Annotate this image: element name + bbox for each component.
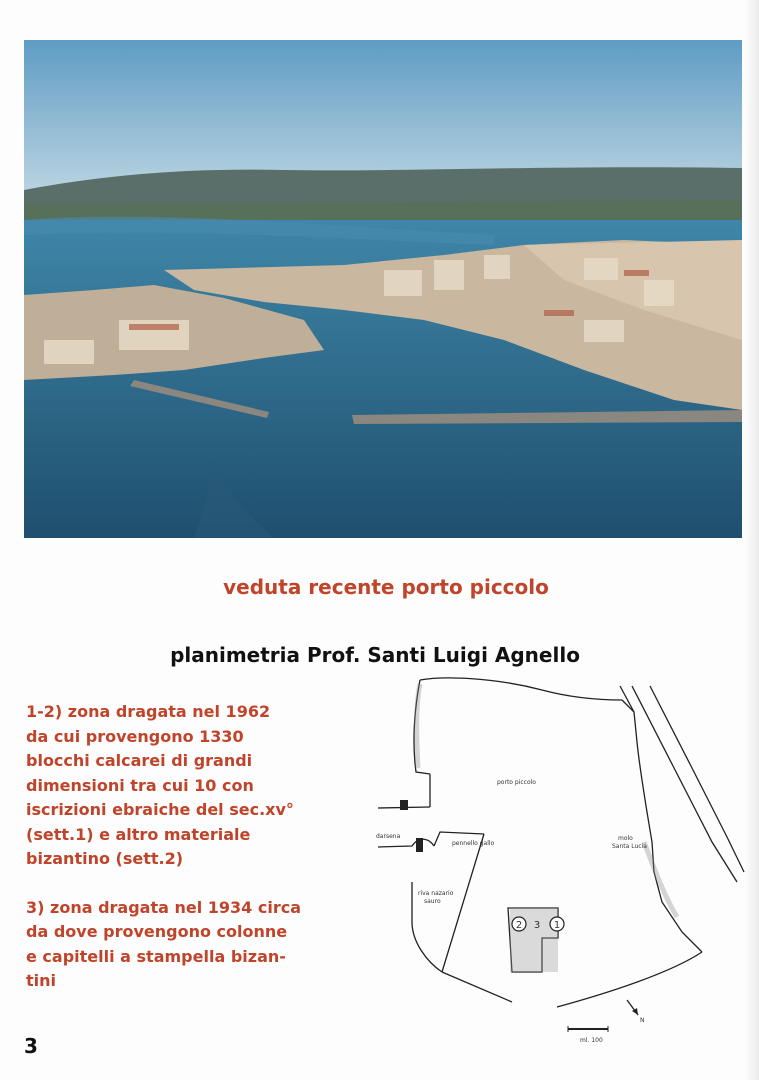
porto-piccolo-label: porto piccolo [497,779,536,786]
scale-label: ml. 100 [580,1037,603,1044]
notes-block [26,700,326,994]
photo-caption: veduta recente porto piccolo [223,575,549,599]
page-number: 3 [24,1034,38,1058]
harbor-plan-map [372,672,752,1052]
structure-marker [400,800,408,810]
note-2: 3) zona dragata nel 1934 circa da dove provengono colonne e capitelli a stampella bizan- tini [26,897,302,990]
north-arrow-icon [627,1000,638,1015]
molo-label: molo [618,835,633,842]
plan-title: planimetria Prof. Santi Luigi Agnello [170,643,580,667]
aerial-harbor-photo [24,40,742,538]
riva-nazario-label: riva nazario [418,890,454,897]
darsena-label: darsena [376,833,401,840]
scale-bar [568,1026,608,1032]
sector-2-label: 2 [515,920,523,931]
note-1: 1-2) zona dragata nel 1962 da cui provengono 1330 blocchi calcarei di grandi dimensioni tra cui 10 con iscrizioni ebraiche del sec.xv° (sett.1) e altro materiale bizantino (sett.2) [26,702,294,868]
sauro-label: sauro [424,898,441,905]
sector-3-label: 3 [533,920,541,931]
sector-1-label: 1 [553,920,561,931]
north-label: N [640,1017,645,1024]
santa-lucia-label: Santa Lucia [612,843,647,850]
pennello-gallo-label: pennello gallo [452,840,495,847]
structure-marker [416,838,423,852]
